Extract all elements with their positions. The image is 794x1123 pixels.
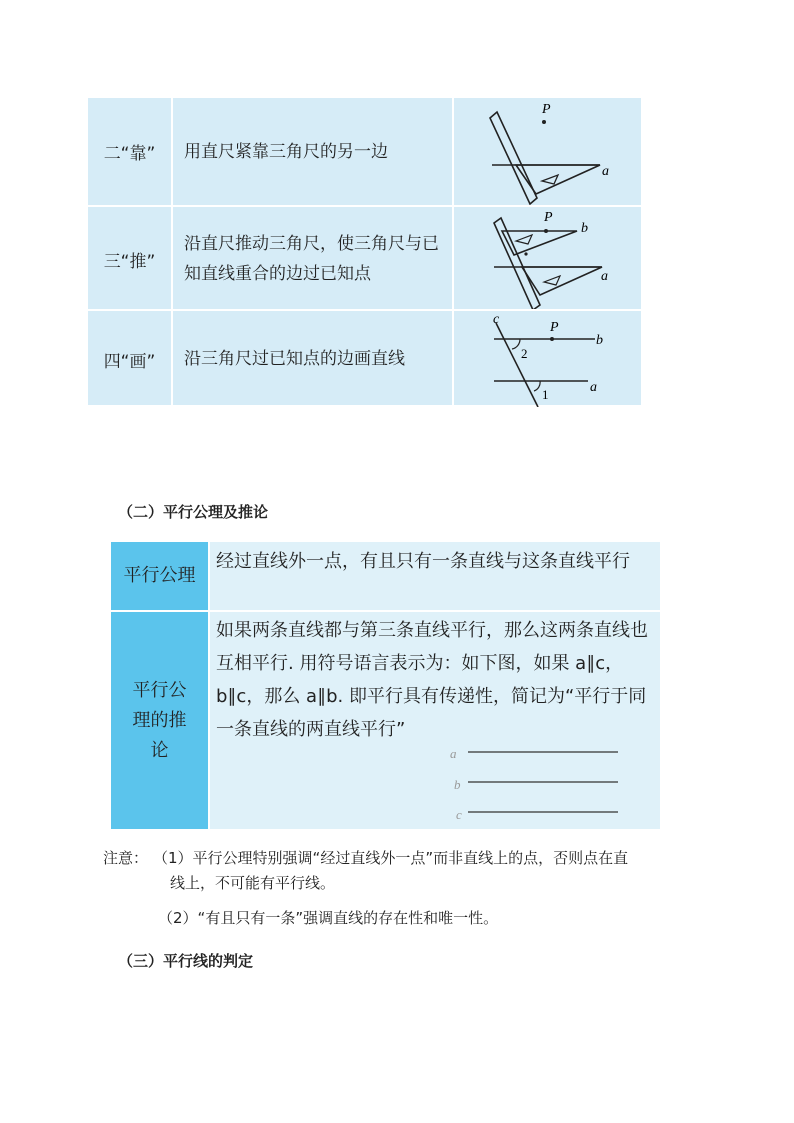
line-label: a	[602, 164, 609, 179]
point-label: P	[544, 210, 553, 225]
line-label: c	[456, 807, 462, 822]
three-parallel-lines-figure	[446, 745, 626, 825]
note-label: 注意：	[103, 849, 149, 867]
parallel-lines-figure	[454, 311, 641, 407]
step-figure	[454, 98, 641, 205]
table-row	[88, 205, 641, 311]
section-heading: （二）平行公理及推论	[118, 503, 269, 521]
note-item-1-line-1: （1）平行公理特别强调“经过直线外一点”而非直线上的点，否则点在直	[153, 849, 629, 867]
point-label: P	[550, 320, 559, 335]
step-figure	[454, 311, 641, 407]
step-description: 沿三角尺过已知点的边画直线	[184, 349, 405, 369]
axiom-text: 经过直线外一点，有且只有一条直线与这条直线平行	[216, 551, 630, 572]
line-label: b	[596, 333, 603, 348]
step-label: 二“靠”	[103, 144, 156, 164]
line-label: b	[454, 777, 461, 792]
line-label: a	[590, 380, 597, 395]
note-item-2: （2）“有且只有一条”强调直线的存在性和唯一性。	[158, 909, 499, 927]
step-label: 四“画”	[103, 351, 156, 372]
point-label: P	[542, 102, 551, 117]
axiom-content	[210, 542, 660, 610]
line-label: a	[450, 746, 457, 761]
axiom-label-text: 平行公理	[123, 565, 196, 586]
ruler-push-figure	[454, 207, 641, 311]
corollary-label	[111, 612, 208, 829]
corollary-label-text: 平行公理的推论	[132, 679, 187, 761]
step-description: 用直尺紧靠三角尺的另一边	[184, 141, 388, 162]
axiom-table	[111, 542, 660, 829]
corollary-content	[210, 612, 660, 829]
table-row	[88, 309, 641, 407]
angle-label: 2	[521, 346, 528, 361]
section-heading: （三）平行线的判定	[118, 952, 254, 970]
corollary-text: 如果两条直线都与第三条直线平行，那么这两条直线也互相平行. 用符号语言表示为：如下图，如果 a∥c，b∥c，那么 a∥b. 即平行具有传递性，简记为“平行于同一条直线的两直线平行”	[216, 620, 648, 740]
axiom-label	[111, 542, 208, 610]
line-label: c	[493, 312, 500, 327]
step-description-text: 沿直尺推动三角尺，使三角尺与已知直线重合的边过已知点	[184, 234, 439, 284]
steps-table	[88, 98, 641, 405]
step-description	[184, 207, 454, 311]
line-label: a	[601, 269, 608, 284]
ruler-triangle-figure	[454, 98, 641, 205]
step-label: 三“推”	[103, 251, 156, 272]
line-label: b	[581, 221, 588, 236]
angle-label: 1	[542, 387, 549, 402]
table-row	[88, 98, 641, 205]
note-item-1-line-2: 线上，不可能有平行线。	[170, 874, 336, 892]
step-figure	[454, 207, 641, 311]
